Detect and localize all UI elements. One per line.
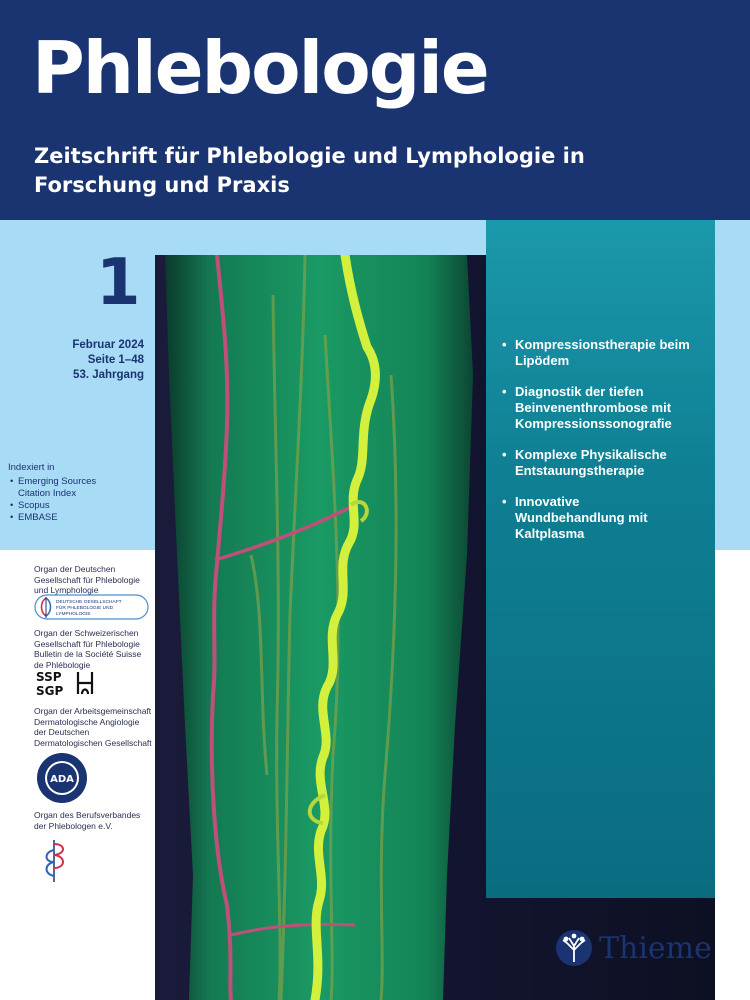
dggp-logo — [34, 594, 149, 620]
dggp-logo-line3: LYMPHOLOGIE — [56, 612, 91, 617]
issue-volume: 53. Jahrgang — [73, 369, 144, 381]
teaser-item: • Komplexe Physikalische Entstauungstherapie — [500, 447, 698, 479]
organ-text-ada: Organ der Arbeitsgemeinschaft Dermatologische Angiologie der Deutschen Dermatologischen Gesellschaft — [34, 706, 152, 748]
teaser-item: • Diagnostik der tiefen Beinvenenthrombose mit Kompressionssonografie — [500, 384, 706, 432]
ssp-logo-line2: SGP — [36, 684, 64, 698]
thieme-tree-icon — [555, 928, 593, 968]
issue-date: Februar 2024 — [72, 339, 144, 351]
index-label: Indexiert in — [8, 462, 55, 473]
issue-number: 1 — [96, 246, 141, 320]
journal-header — [0, 0, 750, 220]
teaser-item: • Kompressionstherapie beim Lipödem — [500, 337, 690, 369]
ada-logo-text: ADA — [50, 774, 74, 785]
publisher-name: Thieme — [599, 930, 712, 966]
organ-text-dggp: Organ der Deutschen Gesellschaft für Phlebologie und Lymphologie — [34, 564, 140, 595]
ssp-sgp-logo — [34, 668, 104, 698]
teaser-list — [500, 337, 710, 557]
index-list — [8, 476, 118, 524]
teaser-box — [486, 220, 715, 898]
ada-logo — [36, 752, 88, 804]
journal-title: Phlebologie — [32, 26, 488, 110]
index-item: • Scopus — [8, 500, 118, 512]
journal-subtitle: Zeitschrift für Phlebologie und Lymphologie in Forschung und Praxis — [34, 144, 585, 197]
issue-info — [40, 338, 144, 383]
dggp-logo-line1: DEUTSCHE GESELLSCHAFT — [56, 600, 122, 605]
organ-text-ssp: Organ der Schweizerischen Gesellschaft für Phlebologie Bulletin de la Société Suisse de Phlébologie — [34, 628, 142, 670]
organ-text-bvp: Organ des Berufsverbandes der Phlebologen e.V. — [34, 810, 141, 831]
issue-pages: Seite 1–48 — [87, 354, 144, 366]
ssp-logo-line1: SSP — [36, 670, 62, 684]
bvp-logo — [40, 838, 70, 884]
index-item: • Emerging Sources Citation Index — [8, 476, 118, 500]
publisher-logo — [555, 925, 712, 971]
dggp-logo-line2: FÜR PHLEBOLOGIE UND — [56, 606, 114, 611]
teaser-item: • Innovative Wundbehandlung mit Kaltplasma — [500, 494, 650, 542]
index-item: • EMBASE — [8, 512, 118, 524]
